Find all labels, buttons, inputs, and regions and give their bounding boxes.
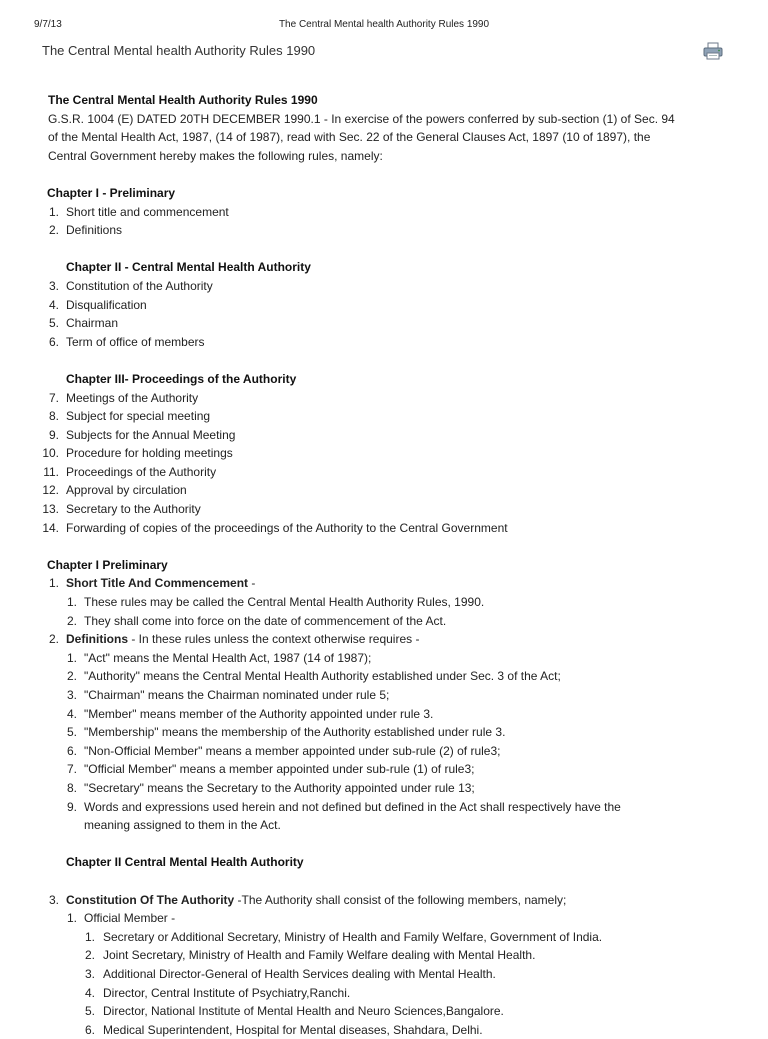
list-item-number: 4.	[48, 297, 59, 312]
list-item-number: 8.	[48, 409, 59, 424]
list-item-number: 6.	[66, 743, 77, 758]
list-item	[0, 1021, 768, 1039]
toc-chapter-1	[0, 184, 768, 240]
rule-title: Short Title And Commencement	[66, 576, 249, 591]
list-item-text: Joint Secretary, Ministry of Health and Family Welfare dealing with Mental Health.	[103, 948, 536, 963]
list-item	[0, 444, 768, 463]
list-item	[0, 723, 768, 742]
intro-line: G.S.R. 1004 (E) DATED 20TH DECEMBER 1990.1 - In exercise of the powers conferred by sub-section (1) of Sec. 94	[48, 111, 675, 126]
list-item-number: 1.	[48, 204, 59, 219]
list-item	[0, 984, 768, 1003]
list-item	[0, 333, 768, 352]
list-item-number: 12.	[42, 483, 59, 498]
list-item-number: 7.	[48, 390, 59, 405]
list-item	[0, 1002, 768, 1021]
list-item	[0, 760, 768, 779]
list-item-number: 2.	[84, 948, 95, 963]
list-item: 1. Official Member -	[66, 911, 176, 926]
chapter-2	[0, 853, 768, 1039]
list-item-number: 11.	[43, 464, 59, 479]
list-item-number: 6.	[84, 1022, 95, 1037]
list-item	[0, 612, 768, 631]
list-item-number: 7.	[66, 762, 77, 777]
list-item-text: "Non-Official Member" means a member appointed under sub-rule (2) of rule3;	[84, 743, 501, 758]
intro	[0, 91, 768, 165]
list-item-number: 2.	[48, 223, 59, 238]
intro-line: Central Government hereby makes the following rules, namely:	[48, 148, 383, 163]
list-item-text: Subject for special meeting	[66, 409, 211, 424]
list-item-number: 13.	[42, 502, 59, 517]
list-item-text: Proceedings of the Authority	[66, 464, 217, 479]
list-item-text: Constitution of the Authority	[66, 278, 213, 293]
print-header-title: The Central Mental health Authority Rules 1990	[278, 19, 490, 30]
toc-chapter-2	[0, 258, 768, 351]
intro-heading: The Central Mental Health Authority Rules 1990	[48, 93, 318, 107]
list-item-text: "Official Member" means a member appointed under sub-rule (1) of rule3;	[84, 762, 475, 777]
list-item-number: 3.	[66, 688, 77, 702]
list-item-text: Subjects for the Annual Meeting	[66, 427, 236, 442]
list-item-text: Disqualification	[66, 297, 147, 312]
document-body	[0, 91, 768, 1039]
list-item-number: 1.	[66, 650, 77, 665]
printer-icon[interactable]	[703, 42, 723, 60]
list-item	[0, 221, 768, 240]
list-item-text: Short title and commencement	[66, 204, 229, 219]
list-item-text: Procedure for holding meetings	[66, 446, 233, 461]
list-item	[0, 649, 768, 668]
list-item-number: 2.	[66, 669, 77, 684]
list-item-number: 14.	[42, 520, 59, 535]
rule-title: Constitution Of The Authority	[66, 892, 235, 907]
rule-2: 2. Definitions - In these rules unless the context otherwise requires -	[48, 632, 420, 647]
list-item-text: "Authority" means the Central Mental Health Authority established under Sec. 3 of the Act;	[84, 669, 561, 684]
list-item	[0, 481, 768, 500]
toc-chapter-heading: Chapter I - Preliminary	[47, 185, 176, 200]
list-item-text: Forwarding of copies of the proceedings of the Authority to the Central Government	[66, 520, 508, 535]
list-item	[0, 314, 768, 333]
chapter-heading: Chapter II Central Mental Health Authority	[66, 855, 304, 870]
toc-chapter-heading: Chapter III- Proceedings of the Authority	[66, 371, 297, 386]
list-item-number: 4.	[84, 985, 95, 1000]
list-item	[0, 946, 768, 965]
list-item-text: Meetings of the Authority	[66, 390, 199, 405]
list-item-text: Additional Director-General of Health Services dealing with Mental Health.	[103, 966, 496, 981]
list-item-text: They shall come into force on the date of commencement of the Act.	[84, 613, 447, 628]
list-item-number: 1.	[84, 929, 95, 944]
list-item	[0, 277, 768, 296]
list-item-text: Director, Central Institute of Psychiatry,Ranchi.	[103, 985, 351, 1000]
list-item	[0, 742, 768, 761]
list-item-number: 3.	[84, 966, 95, 981]
list-item	[0, 500, 768, 519]
list-item-number: 3.	[48, 278, 59, 293]
list-item	[0, 463, 768, 482]
list-item	[0, 519, 768, 538]
list-item	[0, 686, 768, 705]
list-item	[0, 426, 768, 445]
list-item-number: 8.	[66, 780, 77, 795]
document-title: The Central Mental health Authority Rules 1990	[42, 43, 316, 58]
list-item	[0, 667, 768, 686]
list-item-number: 1.	[66, 595, 77, 610]
rule-3: 3. Constitution Of The Authority -The Authority shall consist of the following members, namely;	[48, 892, 567, 907]
toc-chapter-3	[0, 370, 768, 537]
list-item-number: 6.	[48, 334, 59, 349]
list-item-text: "Membership" means the membership of the Authority established under rule 3.	[84, 725, 506, 740]
list-item-text: "Member" means member of the Authority appointed under rule 3.	[84, 706, 434, 721]
list-item-number: 5.	[84, 1004, 95, 1019]
list-item-text: Secretary to the Authority	[66, 502, 201, 517]
intro-line: of the Mental Health Act, 1987, (14 of 1987), read with Sec. 22 of the General Clauses Act, 1897 (10 of 1897), the	[48, 130, 651, 145]
list-item-number: 9.	[48, 427, 59, 442]
list-item	[0, 928, 768, 947]
list-item-number: 5.	[48, 316, 59, 331]
rule-1: 1. Short Title And Commencement -	[48, 576, 256, 591]
list-item	[0, 779, 768, 798]
list-item-text: Medical Superintendent, Hospital for Mental diseases, Shahdara, Delhi.	[103, 1022, 483, 1037]
list-item	[0, 965, 768, 984]
list-item	[0, 389, 768, 408]
list-item	[0, 296, 768, 315]
list-item-number: 10.	[42, 446, 59, 461]
rule-title: Definitions	[66, 632, 128, 647]
list-item-number: 5.	[66, 725, 77, 740]
chapter-heading: Chapter I Preliminary	[47, 557, 168, 572]
list-item-number: 4.	[66, 706, 77, 721]
list-item-text: These rules may be called the Central Mental Health Authority Rules, 1990.	[84, 595, 485, 610]
list-item-text: "Act" means the Mental Health Act, 1987 (14 of 1987);	[84, 650, 372, 665]
list-item	[0, 593, 768, 612]
toc-chapter-heading: Chapter II - Central Mental Health Authority	[66, 260, 311, 275]
list-item-text: Approval by circulation	[66, 483, 187, 498]
list-item	[0, 203, 768, 222]
list-item-text: Chairman	[66, 316, 119, 331]
list-item-text: Term of office of members	[66, 334, 205, 349]
print-date: 9/7/13	[34, 19, 62, 30]
list-item-number: 2.	[66, 613, 77, 628]
chapter-1	[0, 556, 768, 835]
list-item-text: "Secretary" means the Secretary to the Authority appointed under rule 13;	[84, 780, 475, 795]
list-item-text: Director, National Institute of Mental Health and Neuro Sciences,Bangalore.	[103, 1004, 504, 1019]
list-item	[0, 407, 768, 426]
list-item-continued: meaning assigned to them in the Act.	[84, 818, 281, 833]
list-item-text: Secretary or Additional Secretary, Ministry of Health and Family Welfare, Government of India.	[103, 929, 603, 944]
list-item-text: Definitions	[66, 223, 123, 238]
list-item: 9. Words and expressions used herein and not defined but defined in the Act shall respectively have the	[66, 799, 621, 814]
list-item-text: "Chairman" means the Chairman nominated under rule 5;	[84, 688, 390, 702]
list-item	[0, 705, 768, 724]
